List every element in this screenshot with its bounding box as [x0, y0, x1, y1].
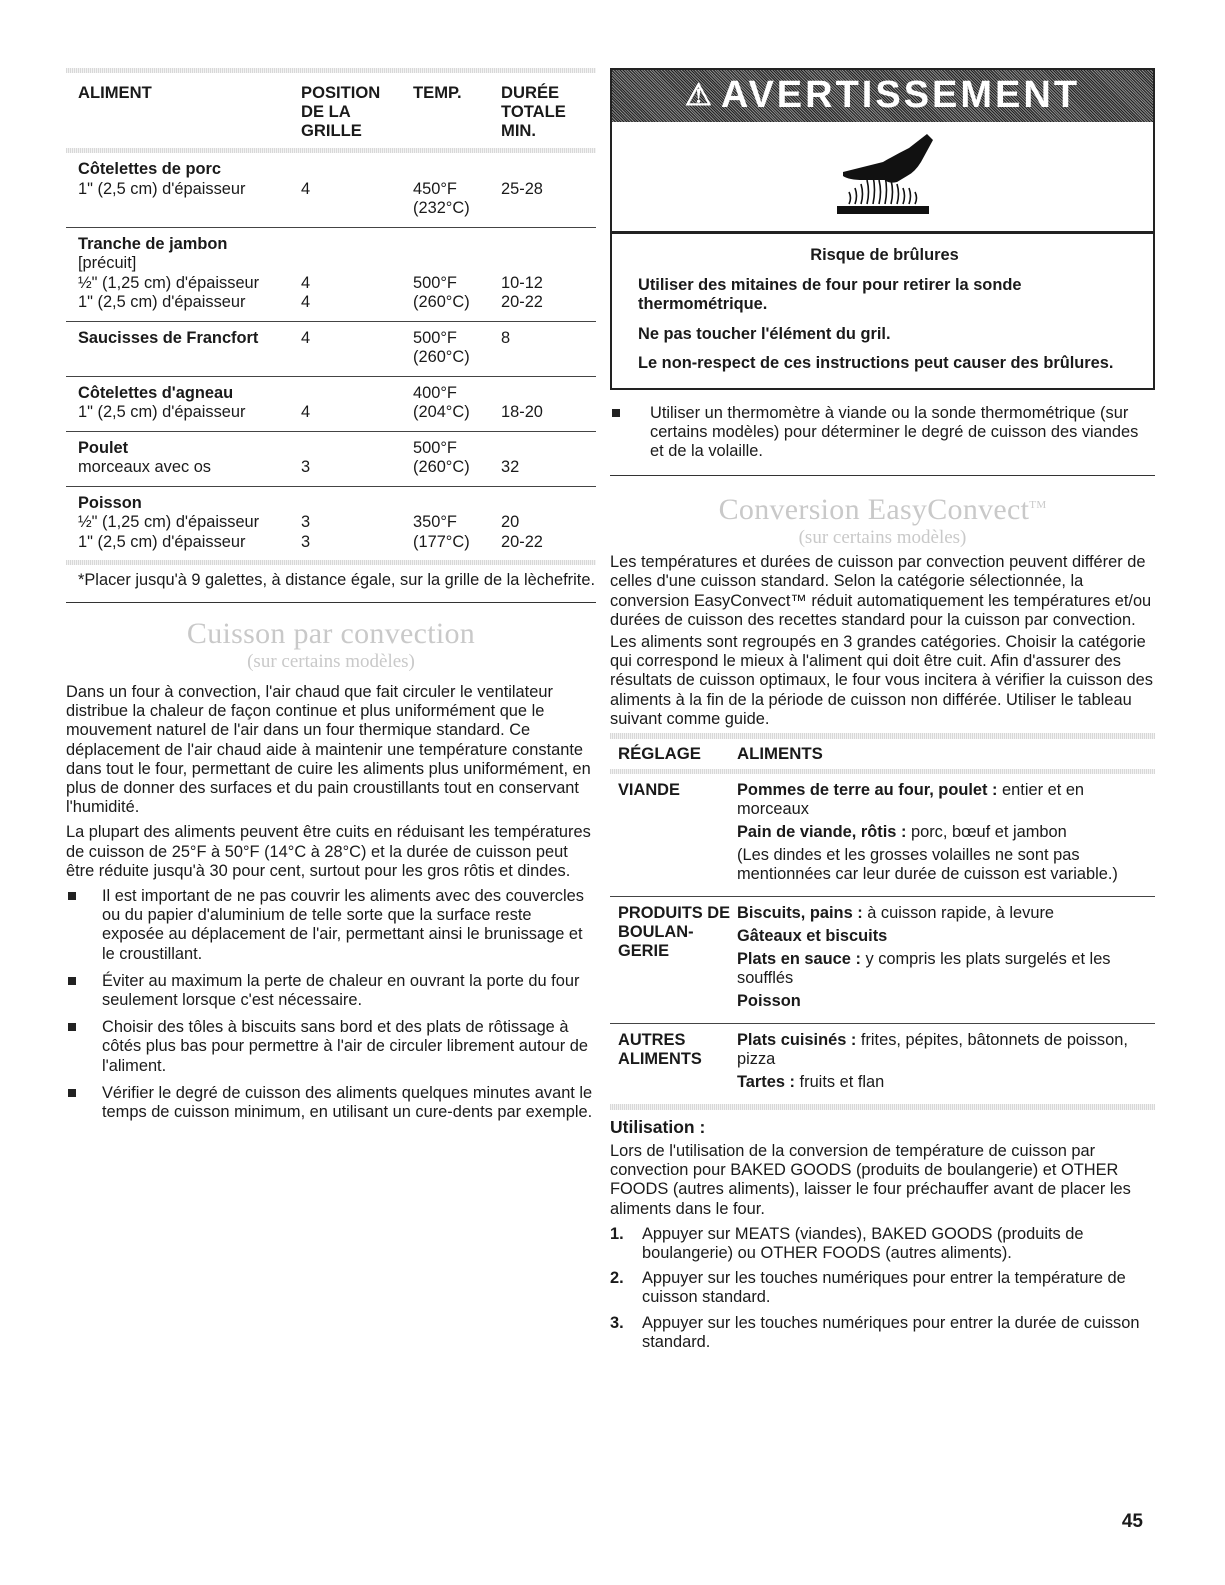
col-header-duree: DURÉE TOTALE MIN.	[501, 83, 566, 140]
table-cell	[413, 235, 501, 255]
table-row	[66, 254, 596, 274]
warning-header	[612, 70, 1153, 122]
list-item: Pommes de terre au four, poulet : entier et en morceaux	[737, 781, 1085, 819]
table-row	[66, 293, 596, 313]
table-cell: 1" (2,5 cm) d'épaisseur	[78, 179, 246, 198]
table-cell: ½" (1,25 cm) d'épaisseur	[78, 273, 260, 292]
step-number: 3.	[610, 1313, 624, 1332]
table-cell: 32	[501, 458, 520, 476]
table-cell	[501, 235, 596, 255]
table-row	[66, 384, 596, 404]
convection-paragraph-1: Dans un four à convection, l'air chaud que fait circuler le ventilateur distribue la chaleur de façon continue et plus uniformément que le mouvement naturel de l'air dans un four thermique standard. Ce déplacement de l'air chaud aide à maintenir une température constante dans tout le four, permettant de cuire les aliments plus uniformément, en plus de donner des surfaces et du pain croustillants tout en conservant l'humidité.	[66, 683, 591, 817]
table-cell	[66, 348, 301, 368]
step-number: 2.	[610, 1269, 624, 1288]
table-cell: 4	[301, 328, 311, 347]
table-group	[66, 153, 596, 227]
table-cell: 20-22	[501, 293, 543, 311]
table-cell	[501, 160, 596, 180]
food-list	[737, 904, 1155, 1015]
table-group	[66, 486, 596, 561]
table-row	[66, 533, 596, 553]
list-item: 3. Appuyer sur les touches numériques pour entrer la durée de cuisson standard.	[610, 1313, 1140, 1351]
table-cell	[301, 494, 413, 514]
table-row	[66, 180, 596, 200]
easyconvect-paragraph-1: Les températures et durées de cuisson par convection peuvent différer de celles d'une cuisson standard. Selon la catégorie sélectionnée, la conversion EasyConvect™ réduit automatiquement les températures et/ou durées de cuisson des recettes standard pour la cuisson par convection.	[610, 553, 1152, 629]
list-item: 1. Appuyer sur MEATS (viandes), BAKED GOODS (produits de boulangerie) ou OTHER FOODS (autres aliments).	[610, 1224, 1084, 1262]
step-number: 1.	[610, 1224, 624, 1243]
list-item: Biscuits, pains : à cuisson rapide, à levure	[737, 904, 1055, 923]
table-cell	[501, 439, 596, 459]
list-item: Éviter au maximum la perte de chaleur en ouvrant la porte du four seulement lorsque c'est nécessaire.	[66, 972, 596, 1010]
table-row	[610, 774, 1155, 896]
list-item: (Les dindes et les grosses volailles ne sont pas mentionnées car leur durée de cuisson est variable.)	[737, 846, 1118, 884]
table-cell: 450°F	[413, 179, 457, 198]
right-column	[610, 68, 1155, 1358]
table-cell: 1" (2,5 cm) d'épaisseur	[78, 293, 246, 311]
page-number: 45	[1121, 1511, 1143, 1532]
table-row	[66, 403, 596, 423]
convection-paragraph-2: La plupart des aliments peuvent être cuits en réduisant les températures de cuisson de 25°F à 50°F (14°C à 28°C) et la durée de cuisson peut être réduite jusqu'à 30 pour cent, surtout pour les gros rôtis et dindes.	[66, 823, 591, 880]
list-item: Utiliser un thermomètre à viande ou la sonde thermométrique (sur certains modèles) pour déterminer le degré de cuisson des viandes et de la volaille.	[610, 404, 1155, 462]
table-cell: (260°C)	[413, 458, 470, 476]
bullet-square-icon	[68, 892, 76, 900]
cooking-table-header	[66, 73, 596, 148]
list-item: 2. Appuyer sur les touches numériques pour entrer la température de cuisson standard.	[610, 1269, 1126, 1307]
food-list	[737, 781, 1155, 888]
trademark: TM	[1029, 499, 1047, 512]
table-cell: 400°F	[413, 383, 457, 402]
table-row	[66, 199, 596, 219]
setting-name: PRODUITS DE BOULAN-GERIE	[618, 904, 731, 961]
bullet-square-icon	[68, 1023, 76, 1031]
food-name: Poulet	[78, 438, 129, 457]
list-item: Gâteaux et biscuits	[737, 927, 888, 946]
warning-box	[610, 68, 1155, 390]
col-header-aliment: ALIMENT	[78, 83, 152, 102]
table-cell	[501, 384, 596, 404]
table-cell: 20-22	[501, 532, 543, 551]
table-group	[66, 376, 596, 431]
table-cell: 1" (2,5 cm) d'épaisseur	[78, 532, 246, 551]
table-cell: 500°F	[413, 438, 457, 457]
table-row	[610, 1023, 1155, 1104]
food-name: Côtelettes de porc	[78, 160, 221, 178]
table-cell: 8	[501, 328, 511, 347]
cooking-table-body	[66, 153, 596, 560]
table-group	[66, 227, 596, 321]
table-cell: 1" (2,5 cm) d'épaisseur	[78, 403, 246, 421]
table-row	[66, 235, 596, 255]
table-row	[66, 513, 596, 533]
warning-line-1: Utiliser des mitaines de four pour retirer la sonde thermométrique.	[638, 275, 1022, 313]
table-row	[66, 160, 596, 180]
table-row	[66, 274, 596, 294]
conversion-table-header	[610, 739, 1155, 770]
list-item: Plats cuisinés : frites, pépites, bâtonnets de poisson, pizza	[737, 1031, 1128, 1069]
table-cell	[301, 235, 413, 255]
food-list	[737, 1031, 1155, 1096]
conversion-table-body	[610, 774, 1155, 1104]
easyconvect-subtitle: (sur certains modèles)	[798, 527, 967, 549]
list-item: Vérifier le degré de cuisson des aliments quelques minutes avant le temps de cuisson minimum, en utilisant un cure-dents par exemple.	[66, 1084, 596, 1122]
table-cell: 10-12	[501, 273, 543, 292]
table-cell	[413, 160, 501, 180]
list-item: Pain de viande, rôtis : porc, bœuf et jambon	[737, 823, 1067, 842]
table-cell	[501, 494, 596, 514]
table-row	[66, 329, 596, 349]
table-cell: 3	[301, 532, 311, 551]
easyconvect-paragraph-2: Les aliments sont regroupés en 3 grandes catégories. Choisir la catégorie qui correspond le mieux à l'aliment qui doit être cuit. Afin d'assurer des résultats de cuisson optimaux, le four vous incitera à vérifier la cuisson des aliments à la fin de la période de cuisson non différée. Utiliser le tableau suivant comme guide.	[610, 632, 1153, 728]
setting-name: VIANDE	[618, 781, 680, 800]
table-footnote: *Placer jusqu'à 9 galettes, à distance égale, sur la grille de la lèchefrite.	[78, 571, 596, 589]
left-column	[66, 68, 596, 1130]
table-cell: 25-28	[501, 179, 543, 198]
table-group	[66, 321, 596, 376]
list-item: Poisson	[737, 992, 801, 1011]
table-row	[66, 348, 596, 368]
table-cell: 4	[301, 293, 311, 311]
thermometer-list	[610, 404, 1155, 462]
table-cell: (232°C)	[413, 199, 470, 217]
hot-surface-hand-icon	[612, 122, 1153, 234]
convection-subtitle: (sur certains modèles)	[247, 651, 415, 672]
warning-body	[612, 234, 1153, 388]
table-cell: morceaux avec os	[78, 458, 212, 476]
table-cell	[66, 199, 301, 219]
table-cell: (260°C)	[413, 293, 470, 311]
warning-heading: AVERTISSEMENT	[720, 74, 1081, 117]
col-header-position: POSITION DE LA GRILLE	[301, 83, 381, 140]
table-row	[610, 896, 1155, 1023]
table-cell: [précuit]	[78, 254, 137, 272]
table-cell	[301, 199, 413, 219]
utilisation-intro: Lors de l'utilisation de la conversion de température de cuisson par convection pour BAKED GOODS (produits de boulangerie) et OTHER FOODS (autres aliments), laisser le four préchauffer avant de placer les aliments dans le four.	[610, 1141, 1131, 1218]
bullet-square-icon	[612, 409, 620, 417]
col-header-reglage: RÉGLAGE	[618, 743, 701, 763]
col-header-aliments: ALIMENTS	[737, 743, 823, 763]
table-cell: 4	[301, 179, 311, 198]
table-row	[66, 494, 596, 514]
table-row	[66, 458, 596, 478]
list-item: Tartes : fruits et flan	[737, 1073, 885, 1092]
warning-line-2: Ne pas toucher l'élément du gril.	[638, 324, 891, 343]
table-cell: 4	[301, 273, 311, 292]
table-cell: (177°C)	[413, 532, 470, 551]
bullet-square-icon	[68, 1089, 76, 1097]
convection-tips-list	[66, 887, 596, 1122]
table-cell: 4	[301, 403, 311, 421]
table-cell: (260°C)	[413, 348, 470, 366]
list-item: Il est important de ne pas couvrir les aliments avec des couvercles ou du papier d'aluminium de telle sorte que la surface reste exposée au déplacement de l'air, permettant ainsi le brunissage et le croustillant.	[66, 887, 596, 964]
table-cell	[413, 254, 501, 274]
table-cell	[301, 384, 413, 404]
section-divider	[610, 475, 1155, 476]
table-cell: 18-20	[501, 403, 543, 421]
table-cell: 3	[301, 458, 311, 476]
table-cell: 500°F	[413, 328, 457, 347]
food-name: Poisson	[78, 493, 142, 512]
table-cell	[301, 439, 413, 459]
table-cell	[301, 254, 413, 274]
warning-title: Risque de brûlures	[810, 246, 959, 264]
warning-line-3: Le non-respect de ces instructions peut causer des brûlures.	[638, 354, 1114, 372]
table-bottom-bar	[610, 1104, 1155, 1110]
table-cell	[301, 160, 413, 180]
table-cell	[301, 348, 413, 368]
easyconvect-title: Conversion EasyConvect™	[718, 493, 1047, 527]
food-name: Tranche de jambon	[78, 234, 228, 253]
section-divider	[66, 602, 596, 603]
list-item: Plats en sauce : y compris les plats surgelés et les soufflés	[737, 950, 1111, 988]
table-group	[66, 431, 596, 486]
list-item: Choisir des tôles à biscuits sans bord et des plats de rôtissage à côtés plus bas pour permettre à l'air de circuler librement autour de l'aliment.	[66, 1018, 596, 1076]
utilisation-title: Utilisation :	[610, 1117, 706, 1138]
table-row	[66, 439, 596, 459]
table-cell	[501, 199, 596, 219]
table-cell: ½" (1,25 cm) d'épaisseur	[78, 513, 260, 531]
table-cell: (204°C)	[413, 403, 470, 421]
bullet-square-icon	[68, 977, 76, 985]
table-cell: 3	[301, 513, 311, 531]
convection-title: Cuisson par convection	[186, 617, 476, 650]
table-cell	[413, 494, 501, 514]
warning-triangle-icon: ⚠	[684, 79, 715, 113]
food-name: Saucisses de Francfort	[78, 328, 259, 347]
table-cell	[501, 348, 596, 368]
table-cell: 20	[501, 513, 520, 531]
food-name: Côtelettes d'agneau	[78, 383, 234, 402]
table-cell: 350°F	[413, 513, 457, 531]
utilisation-steps	[610, 1225, 1155, 1352]
setting-name: AUTRES ALIMENTS	[618, 1031, 702, 1069]
table-cell: 500°F	[413, 273, 457, 292]
col-header-temp: TEMP.	[413, 83, 462, 102]
table-cell	[501, 254, 596, 274]
